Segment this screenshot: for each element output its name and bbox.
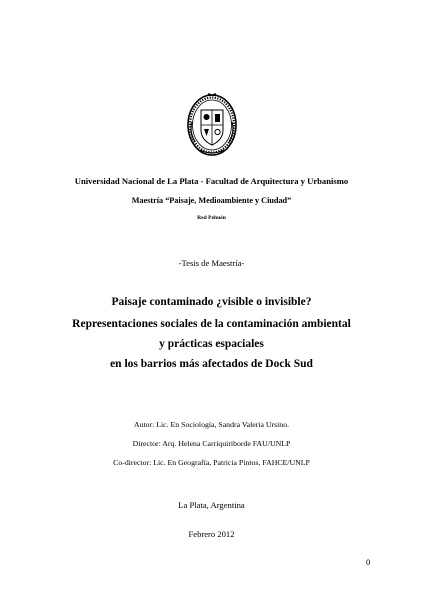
thesis-title-line: Paisaje contaminado ¿visible o invisible?	[111, 296, 312, 308]
author-credit: Autor: Lic. En Sociología, Sandra Valeria Ursino.	[133, 420, 290, 429]
university-seal-icon	[186, 92, 238, 157]
thesis-title-line: y prácticas espaciales	[159, 338, 264, 350]
director-credit: Director: Arq. Helena Carriquiriborde FAU/UNLP	[132, 439, 291, 448]
date-label: Febrero 2012	[188, 529, 235, 539]
thesis-title-line: Representaciones sociales de la contaminación ambiental	[72, 318, 351, 330]
document-type-label: -Tesis de Maestría-	[178, 258, 245, 268]
institution-heading: Universidad Nacional de La Plata - Facultad de Arquitectura y Urbanismo	[74, 176, 349, 186]
program-heading: Maestría “Paisaje, Medioambiente y Ciudad”	[131, 196, 292, 205]
co-director-credit: Co-director: Lic. En Geografía, Patricia Pintos, FAHCE/UNLP	[113, 458, 310, 467]
network-label: Red Pehuén	[197, 215, 226, 221]
page-number: 0	[366, 557, 371, 567]
thesis-title-line: en los barrios más afectados de Dock Sud	[110, 358, 313, 370]
place-label: La Plata, Argentina	[178, 500, 245, 510]
